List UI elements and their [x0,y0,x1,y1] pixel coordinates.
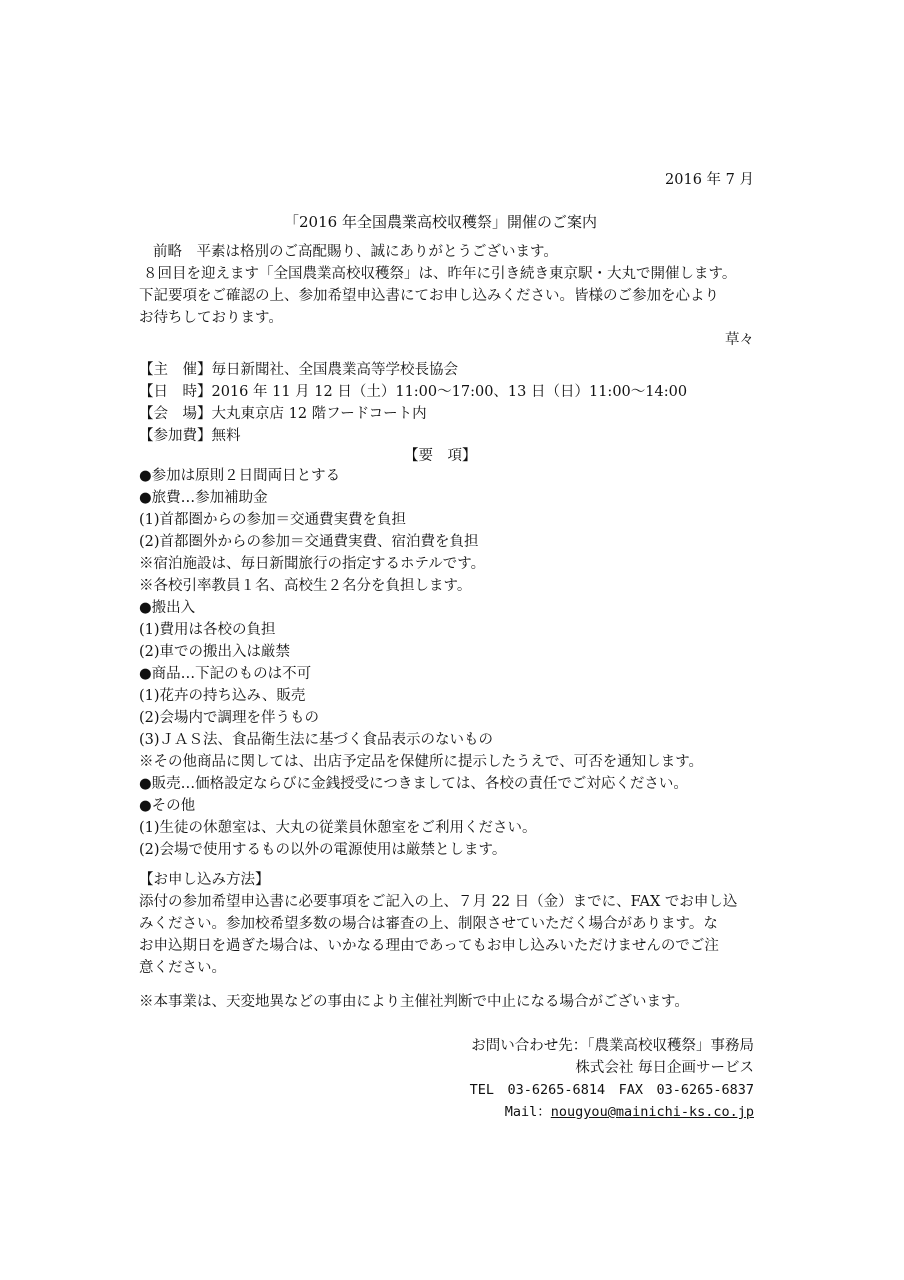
apply-line: お申込期日を過ぎた場合は、いかなる理由であってもお申し込みいただけませんのでご注 [139,938,719,954]
youkou-item: ※宿泊施設は、毎日新聞旅行の指定するホテルです。 [139,556,486,572]
info-fee: 【参加費】無料 [139,428,241,444]
info-datetime: 【日 時】2016 年 11 月 12 日（土）11:00～17:00、13 日（日）11:00～14:00 [139,384,688,400]
youkou-item: (1)費用は各校の負担 [139,622,276,638]
contact-mail-line [505,1102,754,1122]
youkou-item: (2)会場内で調理を伴うもの [139,710,320,726]
youkou-item: ※その他商品に関しては、出店予定品を保健所に提示したうえで、可否を通知します。 [139,754,704,770]
youkou-item: ●参加は原則２日間両日とする [139,468,341,484]
intro-line: お待ちしております。 [139,310,283,326]
mail-label: Mail： [504,1104,551,1120]
youkou-item: ※各校引率教員１名、高校生２名分を負担します。 [139,578,472,594]
contact-office: お問い合わせ先：「農業高校収穫祭」事務局 [471,1038,754,1054]
youkou-item: ●搬出入 [139,600,196,616]
mail-link[interactable]: nougyou@mainichi-ks.co.jp [550,1104,754,1120]
intro-line: 下記要項をご確認の上、参加希望申込書にてお申し込みください。皆様のご参加を心より [139,288,719,304]
contact-company: 株式会社 毎日企画サービス [575,1060,754,1076]
youkou-item: (3)ＪＡＳ法、食品衛生法に基づく食品表示のないもの [139,732,494,748]
youkou-item: ●旅費…参加補助金 [139,490,268,506]
youkou-heading: 【要 項】 [404,448,477,464]
intro-line: ８回目を迎えます「全国農業高校収穫祭」は、昨年に引き続き東京駅・大丸で開催します。 [143,266,737,282]
youkou-item: ●商品…下記のものは不可 [139,666,312,682]
youkou-item: (1)花卉の持ち込み、販売 [139,688,306,704]
youkou-item: (2)首都圏外からの参加＝交通費実費、宿泊費を負担 [139,534,479,550]
youkou-item: ●販売…価格設定ならびに金銭授受につきましては、各校の責任でご対応ください。 [139,776,688,792]
apply-heading: 【お申し込み方法】 [139,872,270,888]
intro-line: 前略 平素は格別のご高配賜り、誠にありがとうございます。 [153,244,558,260]
youkou-item: ●その他 [139,798,196,814]
youkou-item: (1)首都圏からの参加＝交通費実費を負担 [139,512,407,528]
contact-phone-fax: TEL 03-6265-6814 FAX 03-6265-6837 [469,1082,754,1098]
document-date: 2016 年 7 月 [665,172,754,188]
info-venue: 【会 場】大丸東京店 12 階フードコート内 [139,406,427,422]
closing-word: 草々 [725,332,754,348]
apply-line: 意ください。 [139,960,226,976]
apply-line: みください。参加校希望多数の場合は審査の上、制限させていただく場合があります。な [139,916,718,932]
youkou-item: (2)会場で使用するもの以外の電源使用は厳禁とします。 [139,842,507,858]
cancellation-note: ※本事業は、天変地異などの事由により主催社判断で中止になる場合がございます。 [139,994,689,1010]
apply-line: 添付の参加希望申込書に必要事項をご記入の上、７月 22 日（金）までに、FAX でお申し込 [139,894,738,910]
youkou-item: (2)車での搬出入は厳禁 [139,644,291,660]
youkou-item: (1)生徒の休憩室は、大丸の従業員休憩室をご利用ください。 [139,820,537,836]
document-title: 「2016 年全国農業高校収穫祭」開催のご案内 [284,213,597,231]
info-organizer: 【主 催】毎日新聞社、全国農業高等学校長協会 [139,362,458,378]
